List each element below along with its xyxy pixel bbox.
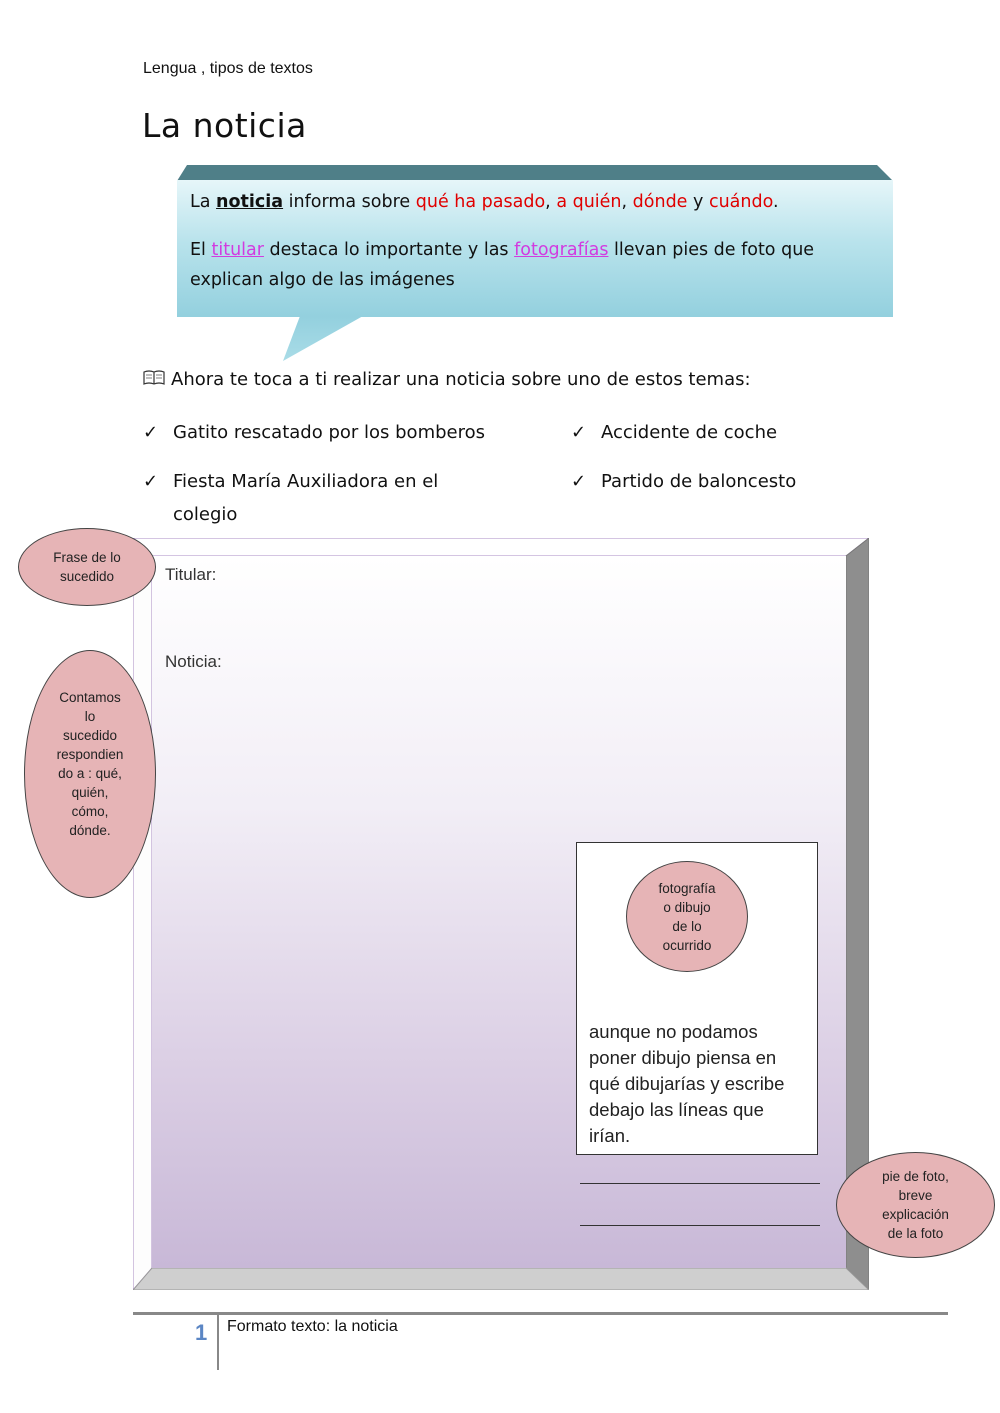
footer-text: Formato texto: la noticia [227,1318,398,1335]
callout-line-1: La noticia informa sobre qué ha pasado, a quién, dónde y cuándo. [190,192,779,212]
document-subject: Lengua , tipos de textos [143,60,313,77]
callout-line-2: El titular destaca lo importante y las fotografías llevan pies de foto que [190,240,815,260]
check-icon: ✓ [143,422,159,443]
keyword-cuando: cuándo [708,192,773,212]
topic-item: ✓ Gatito rescatado por los bomberos [143,416,485,449]
topic-item: ✓ Fiesta María Auxiliadora en el [143,465,438,498]
bubble-frase: Frase de lo sucedido [18,528,156,606]
topic-continuation: colegio [173,504,238,525]
page-title: La noticia [142,106,307,145]
keyword-titular: titular [211,240,264,260]
bubble-foto: fotografía o dibujo de lo ocurrido [626,861,748,972]
titular-label: Titular: [165,565,217,584]
caption-line[interactable] [580,1183,820,1184]
instruction: Ahora te toca a ti realizar una noticia sobre uno de estos temas: [143,369,751,390]
page-number: 1 [195,1320,208,1345]
keyword-noticia: noticia [216,192,284,212]
keyword-fotografias: fotografías [514,240,609,260]
callout-top-edge [177,165,893,181]
footer-rule [133,1312,948,1315]
topic-item: ✓ Partido de baloncesto [571,465,796,498]
keyword-que: qué ha pasado [415,192,546,212]
bubble-pie-de-foto: pie de foto, breve explicación de la foto [836,1152,995,1258]
check-icon: ✓ [571,422,587,443]
noticia-label: Noticia: [165,652,222,671]
caption-line[interactable] [580,1225,820,1226]
footer-divider [217,1315,219,1370]
keyword-donde: dónde [632,192,688,212]
book-icon [143,370,165,386]
callout-line-3: explican algo de las imágenes [190,270,455,290]
topic-item: ✓ Accidente de coche [571,416,777,449]
keyword-quien: a quién [556,192,622,212]
check-icon: ✓ [143,471,159,492]
bubble-contamos: Contamos lo sucedido respondien do a : qué, quién, cómo, dónde. [24,650,156,898]
check-icon: ✓ [571,471,587,492]
photo-box-text: aunque no podamos poner dibujo piensa en qué dibujarías y escribe debajo las líneas que irían. [589,1021,785,1146]
definition-callout [177,180,893,317]
callout-tail [283,316,363,361]
